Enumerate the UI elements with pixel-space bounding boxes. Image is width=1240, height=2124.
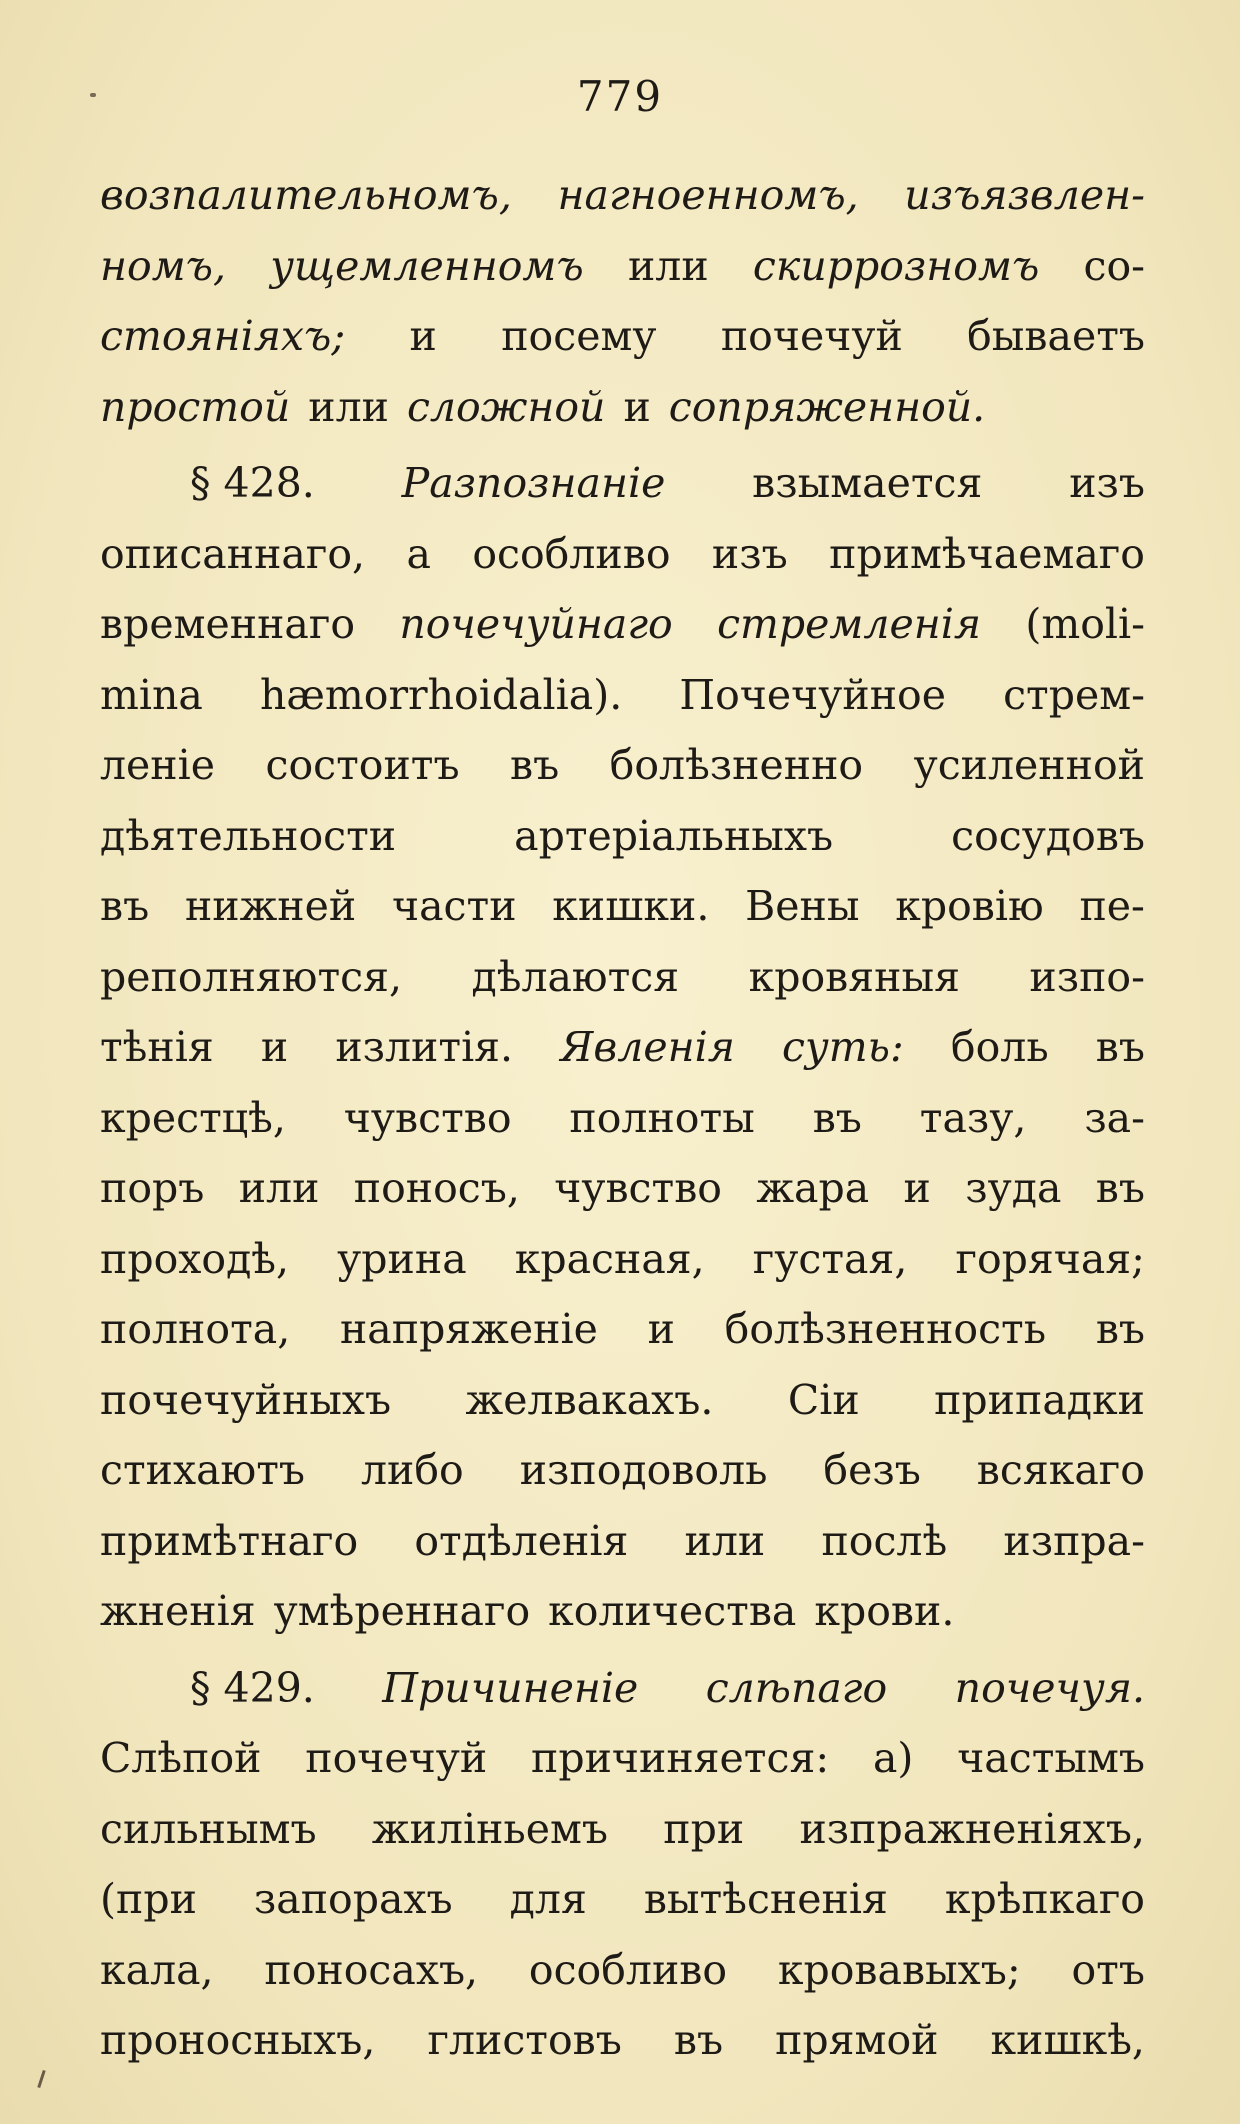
word: а) [872, 1734, 914, 1782]
word: болѣзненность [724, 1305, 1047, 1353]
word: возпалительномъ, [100, 171, 512, 219]
word: жиліньемъ [371, 1804, 608, 1853]
word: изпражненіяхъ, [799, 1804, 1145, 1853]
word: изъ [1069, 459, 1145, 507]
text-line [100, 1435, 1145, 1506]
word: дѣлаются [471, 952, 680, 1001]
word: Разпознаніе [401, 459, 666, 507]
word: кишкѣ, [990, 2016, 1145, 2064]
word: зуда [965, 1164, 1062, 1212]
text-line [100, 801, 1145, 872]
word: (moli- [1025, 600, 1145, 648]
word: Явленія [560, 1023, 735, 1071]
word: кала, [100, 1945, 214, 1994]
text-line [100, 1506, 1145, 1577]
word: или [238, 1164, 320, 1212]
word: стрем- [1003, 670, 1145, 719]
word: напряженіе [339, 1305, 598, 1353]
word: всякаго [976, 1446, 1145, 1494]
word: Слѣпой [100, 1734, 262, 1782]
word: красная, [514, 1234, 705, 1283]
word: и [623, 382, 651, 431]
word: въ [1095, 1023, 1145, 1071]
word: или [308, 382, 389, 431]
word: стремленія [717, 600, 982, 648]
word: дѣятельности [100, 811, 397, 860]
word: ущемленномъ [270, 241, 584, 290]
word: отдѣленія [414, 1516, 629, 1565]
word: тѣнія [100, 1023, 214, 1071]
word: примѣтнаго [100, 1516, 359, 1565]
word: и [260, 1023, 289, 1071]
word: состоитъ [265, 741, 460, 789]
body-text [100, 160, 1145, 2076]
word: излитія. [335, 1023, 514, 1071]
word: пе- [1079, 882, 1145, 930]
word: почечуй [720, 312, 903, 360]
word: боль [950, 1023, 1049, 1071]
text-line [100, 448, 1145, 519]
word: и [647, 1305, 675, 1353]
word: суть: [782, 1023, 904, 1071]
word: въ [812, 1093, 862, 1142]
word: стихаютъ [100, 1446, 305, 1494]
word: почечуя. [954, 1663, 1145, 1712]
word: при [663, 1804, 745, 1853]
word: Почечуйное [679, 670, 946, 719]
word: простой [100, 382, 291, 431]
word: изподоволь [519, 1446, 768, 1494]
text-line [100, 871, 1145, 942]
word: леніе [100, 741, 216, 789]
word: кровію [895, 882, 1044, 930]
text-line [100, 1365, 1145, 1436]
word: номъ, [100, 241, 227, 290]
word: скиррозномъ [752, 241, 1040, 290]
word: частымъ [957, 1734, 1145, 1782]
word: сопряженной. [668, 382, 986, 431]
word: взымается [752, 459, 983, 507]
word: въ [100, 882, 150, 930]
text-line [100, 160, 1145, 231]
word: почечуйныхъ [100, 1375, 392, 1424]
text-line [100, 1935, 1145, 2006]
text-line [100, 1224, 1145, 1295]
margin-mark [37, 2070, 45, 2088]
text-line [100, 231, 1145, 302]
word: изпра- [1003, 1516, 1145, 1565]
text-line [100, 1864, 1145, 1935]
word: части [392, 882, 517, 930]
word: въ [1095, 1164, 1145, 1212]
word: и [903, 1164, 931, 1212]
word: § 429. [190, 1663, 315, 1712]
word: mina [100, 670, 203, 719]
word: временнаго [100, 600, 356, 648]
word: жненія [100, 1587, 256, 1635]
word: (при [100, 1875, 197, 1923]
text-line [100, 2005, 1145, 2076]
word: жара [756, 1164, 870, 1212]
word: за- [1084, 1093, 1145, 1142]
word: описаннаго, [100, 529, 366, 578]
text-line [100, 660, 1145, 731]
word: безъ [823, 1446, 921, 1494]
word: почечуйнаго [399, 600, 673, 648]
text-line [100, 589, 1145, 660]
text-line [100, 730, 1145, 801]
word: въ [1095, 1305, 1145, 1353]
word: или [627, 241, 709, 290]
word: прямой [775, 2016, 939, 2064]
word: кровавыхъ; [777, 1945, 1021, 1994]
word: количества [548, 1587, 797, 1635]
word: послѣ [821, 1516, 948, 1565]
word: либо [360, 1446, 464, 1494]
word: Вены [745, 882, 860, 930]
word: запорахъ [253, 1875, 453, 1923]
word: изъязвлен- [904, 171, 1145, 219]
word: тазу, [919, 1093, 1027, 1142]
word: крестцѣ, [100, 1093, 286, 1142]
word: проходѣ, [100, 1234, 290, 1283]
word: глистовъ [427, 2016, 622, 2064]
text-line [100, 1083, 1145, 1154]
word: изпо- [1029, 952, 1145, 1001]
word: урина [337, 1234, 467, 1283]
word: особливо [472, 529, 671, 578]
text-line [100, 1794, 1145, 1865]
word: посему [501, 312, 657, 360]
word: горячая; [955, 1234, 1145, 1283]
text-line [100, 301, 1145, 372]
word: густая, [752, 1234, 908, 1283]
word: проносныхъ, [100, 2016, 376, 2064]
word: нижней [184, 882, 357, 930]
word: причиняется: [531, 1734, 830, 1782]
word: особливо [528, 1945, 728, 1994]
word: въ [673, 2016, 724, 2064]
word: поносахъ, [264, 1945, 479, 1994]
word: желвакахъ. [465, 1375, 714, 1424]
word: реполняются, [100, 952, 402, 1001]
word: полноты [569, 1093, 755, 1142]
word: а [406, 529, 431, 578]
text-line [100, 1012, 1145, 1083]
word: со- [1083, 241, 1145, 290]
word: отъ [1071, 1945, 1145, 1994]
word: примѣчаемаго [829, 529, 1145, 578]
word: и [409, 312, 437, 360]
text-line [100, 519, 1145, 590]
word: бываетъ [967, 312, 1145, 360]
word: или [684, 1516, 766, 1565]
word: изъ [711, 529, 788, 578]
word: крови. [814, 1587, 955, 1635]
word: сосудовъ [951, 811, 1145, 860]
word: вытѣсненія [643, 1875, 888, 1923]
word: крѣпкаго [944, 1875, 1145, 1923]
word: сложной [406, 382, 606, 431]
word: усиленной [913, 741, 1145, 789]
word: полнота, [100, 1305, 291, 1353]
word: кровяныя [748, 952, 960, 1001]
word: hæmorrhoidalia). [259, 670, 623, 719]
text-line [100, 1294, 1145, 1365]
word: въ [510, 741, 560, 789]
word: Сіи [787, 1375, 860, 1424]
text-line [100, 1153, 1145, 1224]
word: чувство [554, 1164, 722, 1212]
word: припадки [934, 1375, 1145, 1424]
text-line [100, 1723, 1145, 1794]
text-line [100, 1653, 1145, 1724]
word: сильнымъ [100, 1804, 317, 1853]
word: поносъ, [353, 1164, 520, 1212]
word: Причиненіе [382, 1663, 639, 1712]
word: почечуй [305, 1734, 488, 1782]
page-number: 779 [576, 72, 664, 121]
text-line [100, 372, 1145, 443]
word: стояніяхъ; [100, 312, 346, 360]
text-line [100, 942, 1145, 1013]
word: § 428. [190, 459, 315, 507]
word: болѣзненно [609, 741, 864, 789]
word: нагноенномъ, [557, 171, 859, 219]
word: кишки. [552, 882, 710, 930]
word: для [509, 1875, 587, 1923]
word: артеріальныхъ [514, 811, 834, 860]
text-line [100, 1576, 1145, 1647]
word: поръ [100, 1164, 205, 1212]
word: умѣреннаго [273, 1587, 531, 1635]
word: чувство [343, 1093, 512, 1142]
word: слѣпаго [705, 1663, 888, 1712]
